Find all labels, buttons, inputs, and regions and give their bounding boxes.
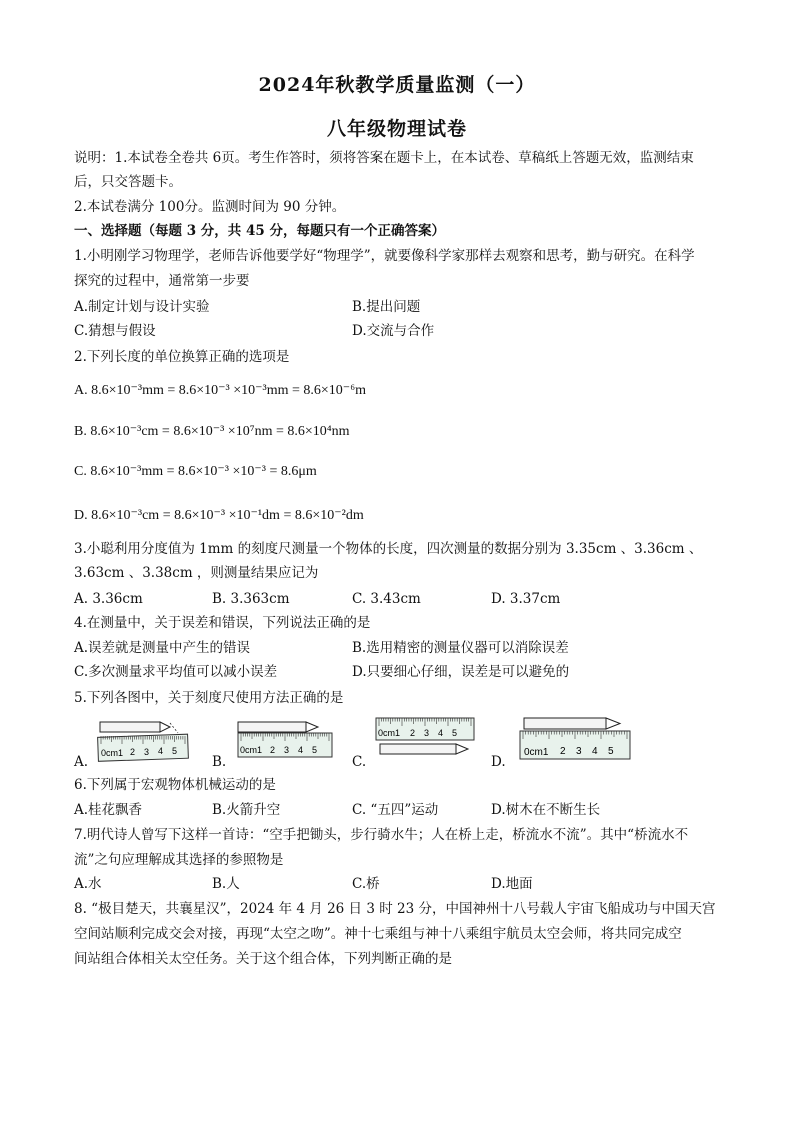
q5-option-d-label: D. xyxy=(491,754,506,770)
q7-option-d: D.地面 xyxy=(491,876,533,892)
q5-figure-d xyxy=(516,714,634,772)
ruler-zero-label: 0cm1 xyxy=(524,747,549,758)
q4-option-d: D.只要细心仔细，误差是可以避免的 xyxy=(352,664,570,680)
q1-option-c: C.猜想与假设 xyxy=(74,323,156,339)
ruler-digit: 4 xyxy=(592,746,598,757)
ruler-digit: 2 xyxy=(130,747,136,757)
q7-option-b: B.人 xyxy=(212,876,240,892)
q6-option-d: D.树木在不断生长 xyxy=(491,802,601,818)
q2-option-b: B. 8.6×10⁻³cm = 8.6×10⁻³ ×10⁷nm = 8.6×10⁴nm xyxy=(74,424,350,439)
section-heading: 一、选择题（每题 3 分，共 45 分，每题只有一个正确答案） xyxy=(74,223,445,239)
ruler-digit: 3 xyxy=(424,728,430,738)
q5-option-a-label: A. xyxy=(74,754,89,770)
q5-figure-c xyxy=(370,714,480,772)
ruler-figure-b xyxy=(226,716,336,771)
q1-option-b: B.提出问题 xyxy=(352,299,421,315)
q1-option-d: D.交流与合作 xyxy=(352,323,435,339)
note-line-2: 后，只交答题卡。 xyxy=(74,174,182,190)
q8-stem-2: 空间站顺利完成交会对接，再现“太空之吻”。神十七乘组与神十八乘组宇航员太空会师，将共同完成空 xyxy=(74,926,682,942)
q1-stem-1: 1.小明刚学习物理学，老师告诉他要学好“物理学”，就要像科学家那样去观察和思考，勤与研究。在科学 xyxy=(74,248,695,264)
q7-stem-1: 7.明代诗人曾写下这样一首诗：“空手把锄头，步行骑水牛；人在桥上走，桥流水不流”。其中“桥流水不 xyxy=(74,827,689,843)
ruler-digit: 2 xyxy=(560,746,566,757)
ruler-digit: 2 xyxy=(270,745,276,755)
ruler-digit: 2 xyxy=(410,728,416,738)
q2-stem: 2.下列长度的单位换算正确的选项是 xyxy=(74,349,290,365)
q5-stem: 5.下列各图中，关于刻度尺使用方法正确的是 xyxy=(74,690,344,706)
q2-option-a: A. 8.6×10⁻³mm = 8.6×10⁻³ ×10⁻³mm = 8.6×10⁻⁶m xyxy=(74,383,366,398)
note-line-3: 2.本试卷满分 100分。监测时间为 90 分钟。 xyxy=(74,199,346,215)
ruler-digit: 3 xyxy=(284,745,290,755)
q6-stem: 6.下列属于宏观物体机械运动的是 xyxy=(74,777,276,793)
q3-option-c: C. 3.43cm xyxy=(352,591,421,607)
ruler-digit: 4 xyxy=(158,746,164,756)
q5-option-c-label: C. xyxy=(352,754,367,770)
q5-figure-b xyxy=(226,716,336,771)
q4-option-a: A.误差就是测量中产生的错误 xyxy=(74,640,251,656)
q2-option-d: D. 8.6×10⁻³cm = 8.6×10⁻³ ×10⁻¹dm = 8.6×10⁻²dm xyxy=(74,508,364,523)
ruler-digit: 3 xyxy=(576,746,582,757)
q4-option-b: B.选用精密的测量仪器可以消除误差 xyxy=(352,640,569,656)
q4-option-c: C.多次测量求平均值可以减小误差 xyxy=(74,664,278,680)
q5-option-b-label: B. xyxy=(212,754,227,770)
note-line-1: 说明：1.本试卷全卷共 6页。考生作答时，须将答案在题卡上，在本试卷、草稿纸上答题无效，监测结束 xyxy=(74,150,694,166)
q3-stem-1: 3.小聪利用分度值为 1mm 的刻度尺测量一个物体的长度，四次测量的数据分别为 3.35cm 、3.36cm 、 xyxy=(74,541,703,557)
q1-option-a: A.制定计划与设计实验 xyxy=(74,299,210,315)
ruler-digit: 5 xyxy=(452,728,458,738)
q1-stem-2: 探究的过程中，通常第一步要 xyxy=(74,273,250,289)
ruler-digit: 4 xyxy=(438,728,444,738)
q8-stem-3: 间站组合体相关太空任务。关于这个组合体，下列判断正确的是 xyxy=(74,951,452,967)
q3-option-a: A. 3.36cm xyxy=(74,591,143,607)
ruler-digit: 5 xyxy=(312,745,318,755)
q3-stem-2: 3.63cm 、3.38cm ，则测量结果应记为 xyxy=(74,565,319,581)
ruler-zero-label: 0cm1 xyxy=(378,728,401,738)
q2-option-c: C. 8.6×10⁻³mm = 8.6×10⁻³ ×10⁻³ = 8.6μm xyxy=(74,464,317,479)
ruler-digit: 4 xyxy=(298,745,304,755)
q6-option-b: B.火箭升空 xyxy=(212,802,281,818)
q8-stem-1: 8. “极目楚天，共襄星汉”，2024 年 4 月 26 日 3 时 23 分，中国神州十八号载人宇宙飞船成功与中国天宫 xyxy=(74,901,716,917)
ruler-figure-a xyxy=(74,716,194,771)
ruler-digit: 3 xyxy=(144,747,150,757)
ruler-figure-d xyxy=(516,714,634,772)
q7-stem-2: 流”之句应理解成其选择的参照物是 xyxy=(74,852,284,868)
exam-subtitle: 八年级物理试卷 xyxy=(326,118,467,140)
q6-option-c: C. “五四”运动 xyxy=(352,802,439,818)
q3-option-b: B. 3.363cm xyxy=(212,591,290,607)
ruler-figure-c xyxy=(370,714,480,772)
q4-stem: 4.在测量中，关于误差和错误，下列说法正确的是 xyxy=(74,615,371,631)
q7-option-c: C.桥 xyxy=(352,876,380,892)
ruler-zero-label: 0cm1 xyxy=(101,748,124,758)
ruler-digit: 5 xyxy=(172,746,178,756)
q7-option-a: A.水 xyxy=(74,876,102,892)
q3-option-d: D. 3.37cm xyxy=(491,591,561,607)
q5-figure-a xyxy=(74,716,194,771)
ruler-digit: 5 xyxy=(608,746,614,757)
ruler-zero-label: 0cm1 xyxy=(240,745,263,755)
exam-title: 2024年秋教学质量监测（一） xyxy=(258,74,536,96)
q6-option-a: A.桂花飘香 xyxy=(74,802,143,818)
